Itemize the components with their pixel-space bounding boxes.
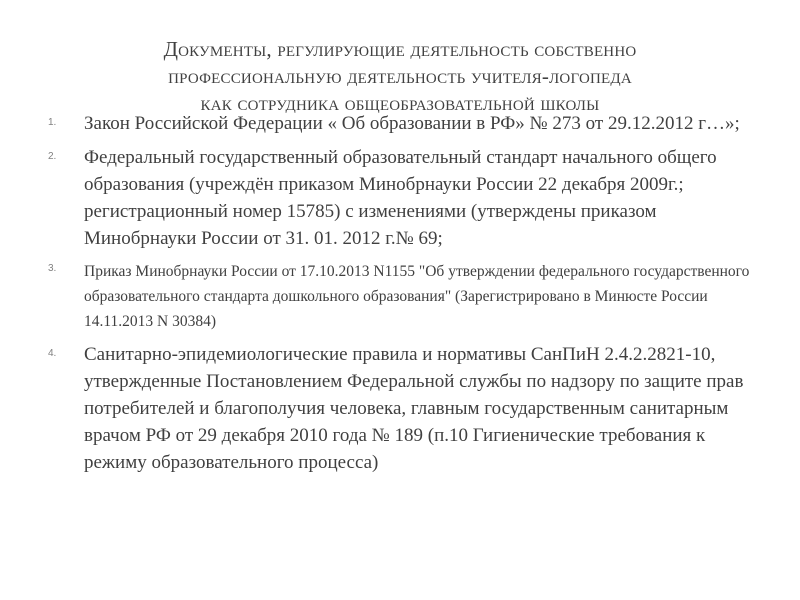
list-item-text: Санитарно-эпидемиологические правила и нормативы СанПиН 2.4.2.2821-10, утвержденные Постановлением Федеральной службы по надзору по защите прав потребителей и благополучия человека, главным государственным санитарным врачом РФ от 29 декабря 2010 года № 189 (п.10 Гигиенические требования к режиму образовательного процесса) xyxy=(84,344,744,473)
slide-title-line-2: профессиональную деятельность учителя-логопеда xyxy=(168,64,632,88)
list-item xyxy=(48,110,768,137)
list-item-number: 3. xyxy=(48,263,57,274)
list-item xyxy=(48,341,768,476)
documents-list xyxy=(48,110,768,483)
list-item xyxy=(48,144,768,252)
list-item-number: 2. xyxy=(48,151,57,162)
list-item-number: 1. xyxy=(48,117,57,128)
slide-title-line-1: Документы, регулирующие деятельность собственно xyxy=(163,37,637,61)
slide-title xyxy=(40,36,760,117)
list-item-text: Закон Российской Федерации « Об образовании в РФ» № 273 от 29.12.2012 г…»; xyxy=(84,113,740,134)
list-item-text: Приказ Минобрнауки России от 17.10.2013 N1155 "Об утверждении федерального государственного образовательного стандарта дошкольного образования" (Зарегистрировано в Минюсте России 14.11.2013 N 30384) xyxy=(84,263,750,330)
list-item xyxy=(48,259,768,334)
list-item-text: Федеральный государственный образовательный стандарт начального общего образования (учреждён приказом Минобрнауки России 22 декабря 2009г.; регистрационный номер 15785) с изменениями (утверждены приказом Минобрнауки России от 31. 01. 2012 г.№ 69; xyxy=(84,147,717,249)
list-item-number: 4. xyxy=(48,348,57,359)
slide-title-line-3: как сотрудника общеобразовательной школы xyxy=(200,91,600,115)
